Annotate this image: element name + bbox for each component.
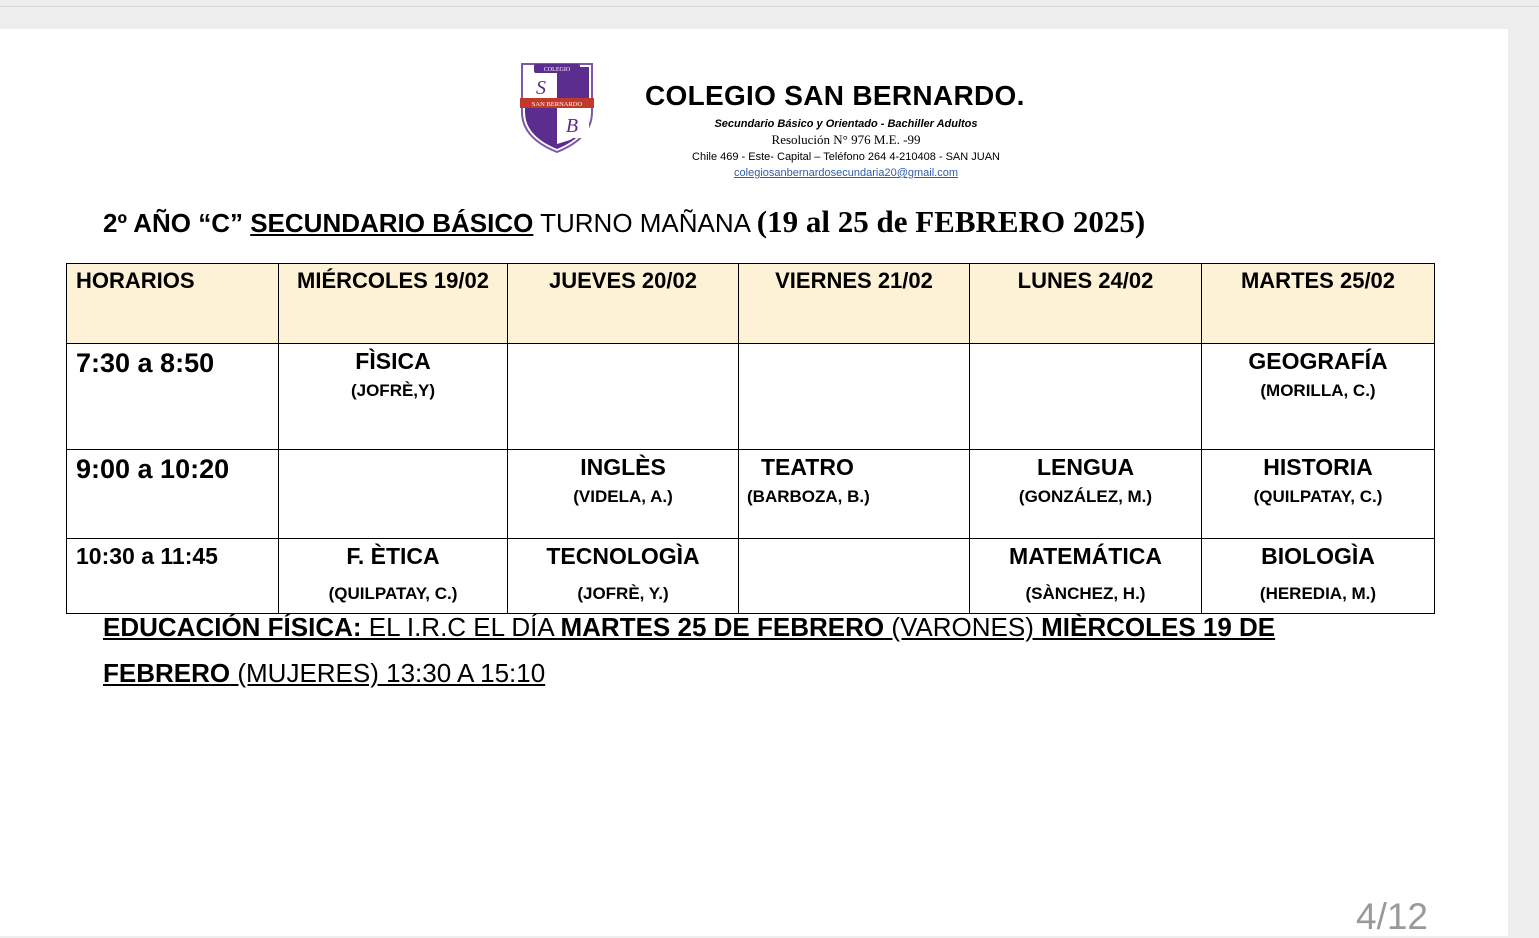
schedule-cell <box>739 344 970 450</box>
schedule-cell <box>1202 539 1435 614</box>
schedule-cell <box>279 539 508 614</box>
time-cell: 9:00 a 10:20 <box>67 450 279 539</box>
schedule-cell <box>970 344 1202 450</box>
teacher: (GONZÁLEZ, M.) <box>1018 487 1153 506</box>
header-cell: HORARIOS <box>67 264 279 344</box>
schedule-cell <box>1202 450 1435 539</box>
subject <box>279 450 507 454</box>
school-name: COLEGIO SAN BERNARDO. <box>645 80 1025 111</box>
school-resolution: Resolución N° 976 M.E. -99 <box>771 132 921 147</box>
teacher: (QUILPATAY, C.) <box>1253 487 1383 506</box>
school-address: Chile 469 - Este- Capital – Teléfono 264 4-210408 - SAN JUAN <box>692 151 1000 163</box>
heading-shift: TURNO MAÑANA <box>533 208 757 238</box>
school-logo <box>518 60 596 154</box>
teacher: (BARBOZA, B.) <box>747 487 870 506</box>
header-cell: LUNES 24/02 <box>970 264 1202 344</box>
heading-level: SECUNDARIO BÁSICO <box>250 208 534 238</box>
note-text-2: (VARONES) <box>884 612 1042 642</box>
note-label: EDUCACIÓN FÍSICA: <box>103 612 362 642</box>
note-date-1: MARTES 25 DE FEBRERO <box>560 612 885 642</box>
subject: INGLÈS <box>580 454 666 480</box>
subject <box>970 344 1201 348</box>
subject: TEATRO <box>761 454 854 480</box>
schedule-table <box>66 263 1435 614</box>
page-counter: 4/12 <box>1356 896 1429 937</box>
table-header-row <box>67 264 1435 344</box>
schedule-cell <box>1202 344 1435 450</box>
teacher: (SÀNCHEZ, H.) <box>1025 584 1146 603</box>
schedule-heading <box>103 204 1145 240</box>
note-text-1: EL I.R.C EL DÍA <box>361 612 561 642</box>
note-date-2: MIÈRCOLES 19 DE FEBRERO <box>103 612 1276 688</box>
subject: F. ÈTICA <box>346 543 440 569</box>
subject <box>739 344 969 348</box>
subject: HISTORIA <box>1263 454 1373 480</box>
schedule-cell <box>970 539 1202 614</box>
teacher: (HEREDIA, M.) <box>1259 584 1377 603</box>
note-text-3: (MUJERES) 13:30 A 15:10 <box>230 658 546 688</box>
schedule-cell <box>279 450 508 539</box>
teacher: (QUILPATAY, C.) <box>328 584 458 603</box>
school-email-link[interactable]: colegiosanbernardosecundaria20@gmail.com <box>734 167 958 179</box>
logo-top-text: COLEGIO <box>543 67 571 73</box>
subject: FÌSICA <box>355 348 431 374</box>
header-cell: JUEVES 20/02 <box>508 264 739 344</box>
time-cell: 7:30 a 8:50 <box>67 344 279 450</box>
subject: BIOLOGÌA <box>1261 543 1375 569</box>
viewer-top-border <box>0 6 1539 7</box>
table-row <box>67 539 1435 614</box>
subject: TECNOLOGÌA <box>546 543 700 569</box>
schedule-cell <box>508 539 739 614</box>
header-cell: VIERNES 21/02 <box>739 264 970 344</box>
school-subtitle: Secundario Básico y Orientado - Bachiller Adultos <box>714 118 978 130</box>
teacher: (MORILLA, C.) <box>1260 381 1376 400</box>
schedule-cell <box>279 344 508 450</box>
subject: LENGUA <box>1036 454 1135 480</box>
subject: MATEMÁTICA <box>1009 543 1162 569</box>
logo-letter-s: S <box>536 77 546 99</box>
schedule-cell <box>739 539 970 614</box>
subject: GEOGRAFÍA <box>1248 348 1388 374</box>
schedule-cell <box>508 344 739 450</box>
logo-band-text: SAN BERNARDO <box>531 101 583 108</box>
teacher: (JOFRÈ, Y.) <box>577 584 669 603</box>
physical-education-note <box>103 604 1363 696</box>
schedule-cell <box>970 450 1202 539</box>
heading-dates: (19 al 25 de FEBRERO 2025) <box>756 204 1146 239</box>
subject <box>739 539 969 543</box>
schedule-cell <box>739 450 970 539</box>
teacher: (JOFRÈ,Y) <box>350 381 436 400</box>
subject <box>508 344 738 348</box>
teacher: (VIDELA, A.) <box>573 487 673 506</box>
header-cell: MARTES 25/02 <box>1202 264 1435 344</box>
header-cell: MIÉRCOLES 19/02 <box>279 264 508 344</box>
heading-year: 2º AÑO “C” <box>103 208 251 238</box>
logo-letter-b: B <box>565 115 579 137</box>
time-cell: 10:30 a 11:45 <box>67 539 279 614</box>
table-row <box>67 450 1435 539</box>
schedule-cell <box>508 450 739 539</box>
table-row <box>67 344 1435 450</box>
